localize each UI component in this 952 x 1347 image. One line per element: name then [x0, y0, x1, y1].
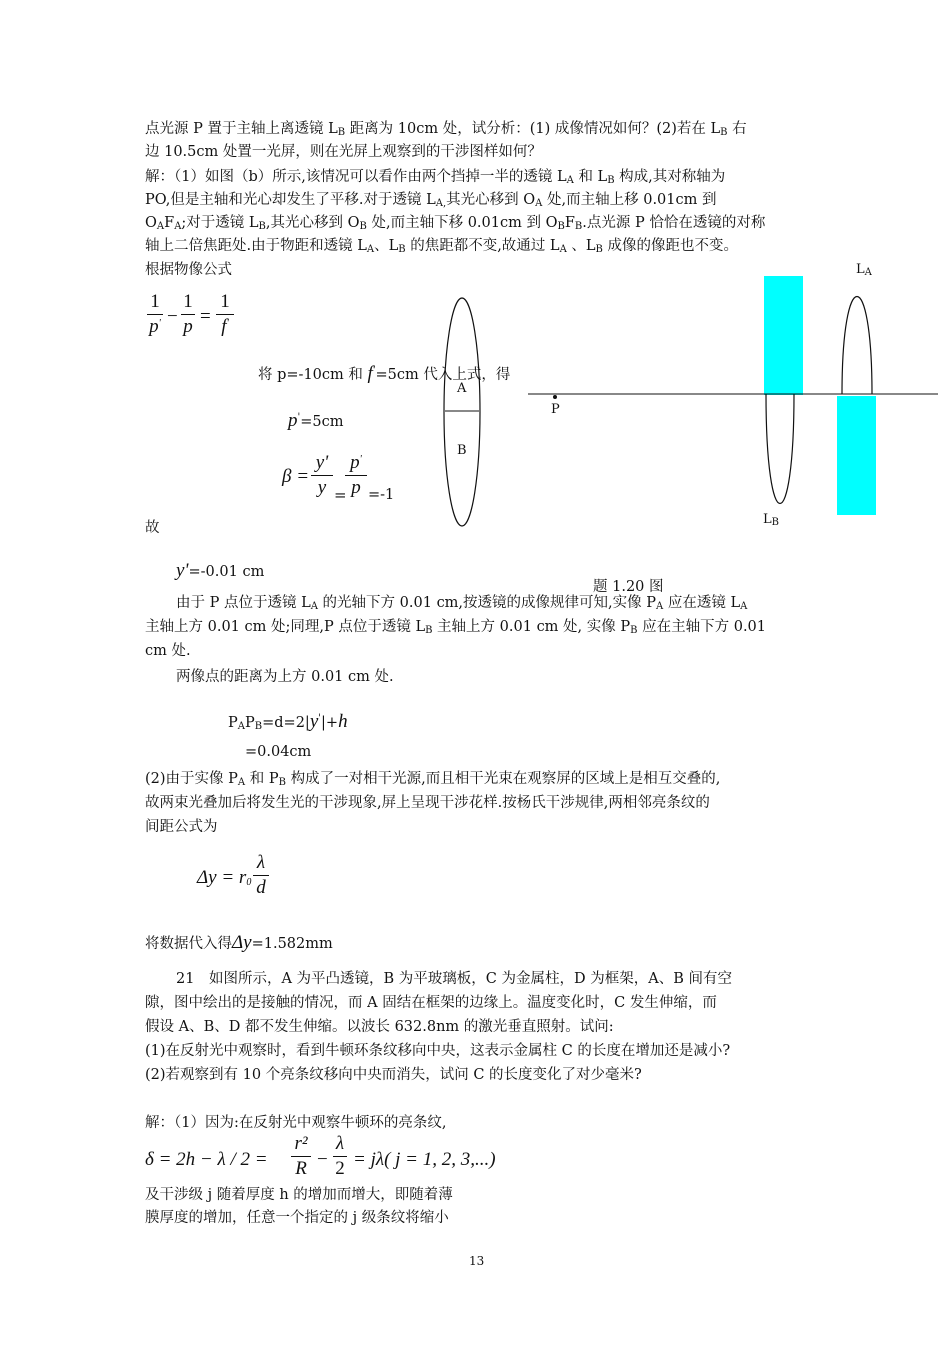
q21-line-3: 假设 A、B、D 都不发生伸缩。以波长 632.8nm 的激光垂直照射。试问: [145, 1019, 614, 1035]
lens-formula-frac-1: 1 p' [147, 291, 163, 338]
fringe-spacing-frac: λ d [253, 852, 269, 899]
cyan-block-upper [764, 276, 803, 395]
solution-line-3: $O_AF_A$;对于透镜 $L_B$,其光心移到 $O_B$ 处,而主轴下移 0.01cm 到 $O_BF_B$.点光源 P 恰恰在透镜的对称 [145, 215, 766, 232]
problem-line-1: 点光源 P 置于主轴上离透镜 $L_B$ 距离为 10cm 处，试分析：(1) 成像情况如何？(2)若在 $L_B$ 右 [145, 121, 747, 138]
problem-line-2: 边 10.5cm 处置一光屏，则在光屏上观察到的干涉图样如何？ [145, 144, 542, 160]
lens-la-half [842, 297, 872, 395]
q21-line-5: (2)若观察到有 10 个亮条纹移向中央而消失，试问 C 的长度变化了对少毫米? [145, 1067, 642, 1083]
substitution-text: 将 p=-10cm 和 f'=5cm 代入上式，得 [258, 363, 511, 384]
beta-symbol: β = [282, 466, 310, 487]
part2-line-3: 间距公式为 [145, 819, 218, 835]
therefore-text: 故 [145, 520, 160, 536]
body-line-2: 主轴上方 0.01 cm 处;同理,P 点位于透镜 $L_B$ 主轴上方 0.01 cm 处, 实像 $P_B$ 应在主轴下方 0.01 [145, 619, 767, 636]
newton-ring-equation-lhs: δ = 2h − λ / 2 = [145, 1149, 268, 1170]
y-prime-value: y'=-0.01 cm [176, 560, 265, 581]
body-line-1: 由于 P 点位于透镜 $L_A$ 的光轴下方 0.01 cm,按透镜的成像规律可知,实像 $P_A$ 应在透镜 $L_A$ [176, 595, 748, 612]
fringe-spacing-result: 将数据代入得Δy=1.582mm [145, 932, 333, 953]
newton-ring-frac-1: r² R [291, 1133, 311, 1180]
beta-value: =-1 [368, 487, 395, 503]
distance-equation: $P_AP_B=d=2|y'|+h$ [228, 711, 348, 732]
solution-line-5: 根据物像公式 [145, 262, 232, 278]
beta-frac-2: p' p [345, 452, 367, 499]
beta-frac-1: y' y [311, 452, 333, 499]
q21-line-4: (1)在反射光中观察时，看到牛顿环条纹移向中央，这表示金属柱 C 的长度在增加还是减小? [145, 1043, 731, 1059]
beta-equals: = [334, 486, 347, 504]
two-lens-diagram [520, 270, 940, 530]
lens-formula-equals: = [200, 306, 211, 327]
p-prime-value: p'=5cm [288, 410, 344, 431]
part2-line-2: 故两束光叠加后将发生光的干涉现象,屏上呈现干涉花样.按杨氏干涉规律,两相邻亮条纹的 [145, 795, 710, 811]
lens-formula-frac-3: 1 f' [216, 291, 234, 338]
q21-line-2: 隙，图中绘出的是接触的情况，而 A 固结在框架的边缘上。温度变化时，C 发生伸缩，而 [145, 995, 717, 1011]
lens-label-b: B [457, 443, 467, 458]
fringe-spacing-lhs: $\Delta y = r_0$ [197, 867, 252, 888]
lens-formula-frac-2: 1 p [181, 291, 195, 338]
lens-label-a: A [457, 381, 467, 396]
lens-lb-half [766, 394, 794, 504]
body-line-3: cm 处. [145, 643, 191, 659]
sol21-line-1: 解：（1）因为:在反射光中观察牛顿环的亮条纹, [145, 1115, 447, 1131]
sol21-line-2: 及干涉级 j 随着厚度 h 的增加而增大，即随着薄 [145, 1187, 453, 1203]
lens-label-la: $L_A$ [856, 262, 872, 278]
body-line-4: 两像点的距离为上方 0.01 cm 处. [176, 669, 394, 685]
newton-ring-equation-rhs: = jλ( j = 1, 2, 3,...) [353, 1149, 496, 1170]
distance-value: =0.04cm [245, 744, 312, 760]
solution-line-1: 解：（1）如图（b）所示,该情况可以看作由两个挡掉一半的透镜 $L_A$ 和 $L_B$ 构成,其对称轴为 [145, 169, 726, 186]
lens-label-lb: $L_B$ [763, 512, 779, 528]
solution-line-4: 轴上二倍焦距处.由于物距和透镜 $L_A$、$L_B$ 的焦距都不变,故通过 $L_A$ 、$L_B$ 成像的像距也不变。 [145, 238, 739, 255]
part2-line-1: (2)由于实像 $P_A$ 和 $P_B$ 构成了一对相干光源,而且相干光束在观察屏的区域上是相互交叠的, [145, 771, 721, 788]
q21-line-1: 21 如图所示，A 为平凸透镜，B 为平玻璃板，C 为金属柱，D 为框架，A、B 间有空 [176, 971, 732, 987]
solution-line-2: PO,但是主轴和光心却发生了平移.对于透镜 $L_{A,}$其光心移到 $O_A$ 处,而主轴上移 0.01cm 到 [145, 192, 717, 209]
split-lens-diagram [440, 296, 490, 528]
figure-caption: 题 1.20 图 [593, 579, 664, 595]
newton-ring-minus: − [317, 1149, 328, 1170]
newton-ring-frac-2: λ 2 [333, 1133, 347, 1180]
point-label-p: P [551, 402, 560, 417]
page-number: 13 [469, 1254, 485, 1268]
cyan-block-lower [837, 396, 876, 515]
lens-formula-minus: − [167, 306, 178, 327]
sol21-line-3: 膜厚度的增加，任意一个指定的 j 级条纹将缩小 [145, 1210, 449, 1226]
split-lens-outline [444, 298, 480, 526]
